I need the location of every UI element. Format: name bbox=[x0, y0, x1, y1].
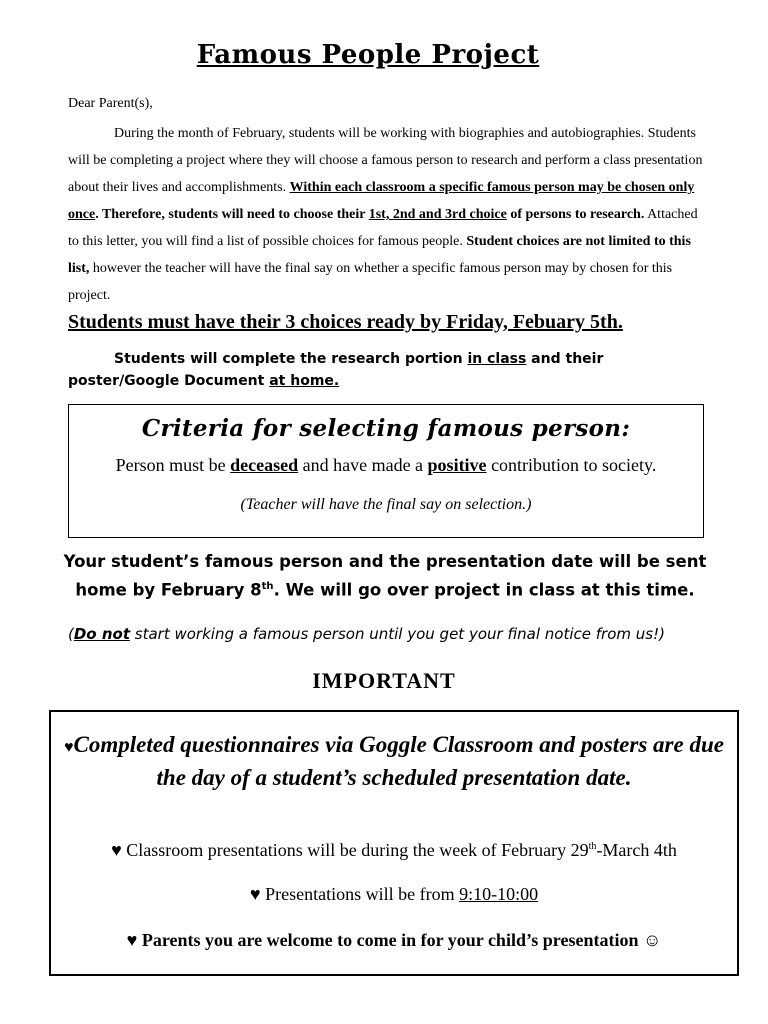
criteria-rule bbox=[69, 455, 703, 476]
criteria-rule-a: Person must be bbox=[115, 455, 231, 475]
important-box bbox=[49, 710, 739, 976]
criteria-heading: Criteria for selecting famous person: bbox=[141, 415, 631, 442]
research-text-at-home: at home. bbox=[269, 373, 340, 389]
donot-open: ( bbox=[68, 625, 74, 643]
notice-text-a: Your student’s famous person and the presentation date will be sent home by February 8 bbox=[63, 552, 707, 600]
criteria-rule-e: contribution to society. bbox=[486, 455, 657, 475]
times-value: 9:10-10:00 bbox=[459, 884, 539, 904]
research-text-a: Students will complete the research portion bbox=[114, 351, 468, 367]
do-not-warning bbox=[68, 625, 665, 643]
intro-text-7: Attached to this letter, you will find a list of possible choices for famous people. bbox=[68, 207, 698, 249]
important-parents-item: ♥ Parents you are welcome to come in for your child’s presentation ☺ bbox=[126, 930, 662, 950]
intro-text-6: of persons to research. bbox=[506, 207, 645, 222]
intro-text-5: 1st, 2nd and 3rd choice bbox=[368, 207, 507, 222]
intro-text-2: Within each classroom a specific famous person may be chosen only once bbox=[68, 180, 695, 222]
deadline-notice: Students must have their 3 choices ready by Friday, Febuary 5th. bbox=[68, 311, 623, 333]
intro-text-1: During the month of February, students will be working with biographies and autobiographies. Students will be completing a project where they will choose a famous person to research and perform a class presentation about their lives and accomplishments. bbox=[68, 126, 703, 195]
page-title: Famous People Project bbox=[196, 40, 540, 70]
donot-emphasis: Do not bbox=[73, 625, 130, 643]
intro-text-9: however the teacher will have the final say on whether a specific famous person may by chosen for this project. bbox=[68, 261, 673, 303]
intro-paragraph bbox=[68, 120, 708, 309]
intro-text-3: . bbox=[95, 207, 102, 222]
criteria-rule-c: and have made a bbox=[298, 455, 428, 475]
intro-text-8: Student choices are not limited to this list, bbox=[68, 234, 691, 276]
times-text-a: ♥ Presentations will be from bbox=[249, 884, 460, 904]
criteria-note: (Teacher will have the final say on selection.) bbox=[240, 496, 532, 513]
donot-rest: start working a famous person until you get your final notice from us!) bbox=[130, 625, 665, 643]
important-heading: IMPORTANT bbox=[312, 668, 456, 693]
selection-notice bbox=[40, 549, 730, 603]
greeting: Dear Parent(s), bbox=[68, 96, 153, 111]
criteria-box bbox=[68, 404, 704, 538]
dates-text-b: -March 4th bbox=[596, 840, 677, 860]
important-dates-item bbox=[51, 840, 737, 861]
important-main-item bbox=[61, 730, 727, 793]
criteria-rule-deceased: deceased bbox=[230, 455, 299, 475]
intro-text-4: Therefore, students will need to choose their bbox=[101, 207, 369, 222]
heart-icon: ♥ bbox=[64, 739, 74, 756]
important-main-text: Completed questionnaires via Goggle Classroom and posters are due the day of a student’s scheduled presentation date. bbox=[73, 732, 724, 790]
dates-sup: th bbox=[588, 841, 597, 852]
notice-text-b: . We will go over project in class at this time. bbox=[273, 580, 695, 600]
research-instructions bbox=[68, 348, 668, 392]
dates-text-a: ♥ Classroom presentations will be during the week of February 29 bbox=[111, 840, 589, 860]
criteria-rule-positive: positive bbox=[427, 455, 487, 475]
important-times-item bbox=[51, 884, 737, 905]
research-text-in-class: in class bbox=[467, 351, 527, 367]
notice-sup: th bbox=[261, 581, 274, 592]
research-text-c: and their poster/Google Document bbox=[68, 351, 604, 389]
